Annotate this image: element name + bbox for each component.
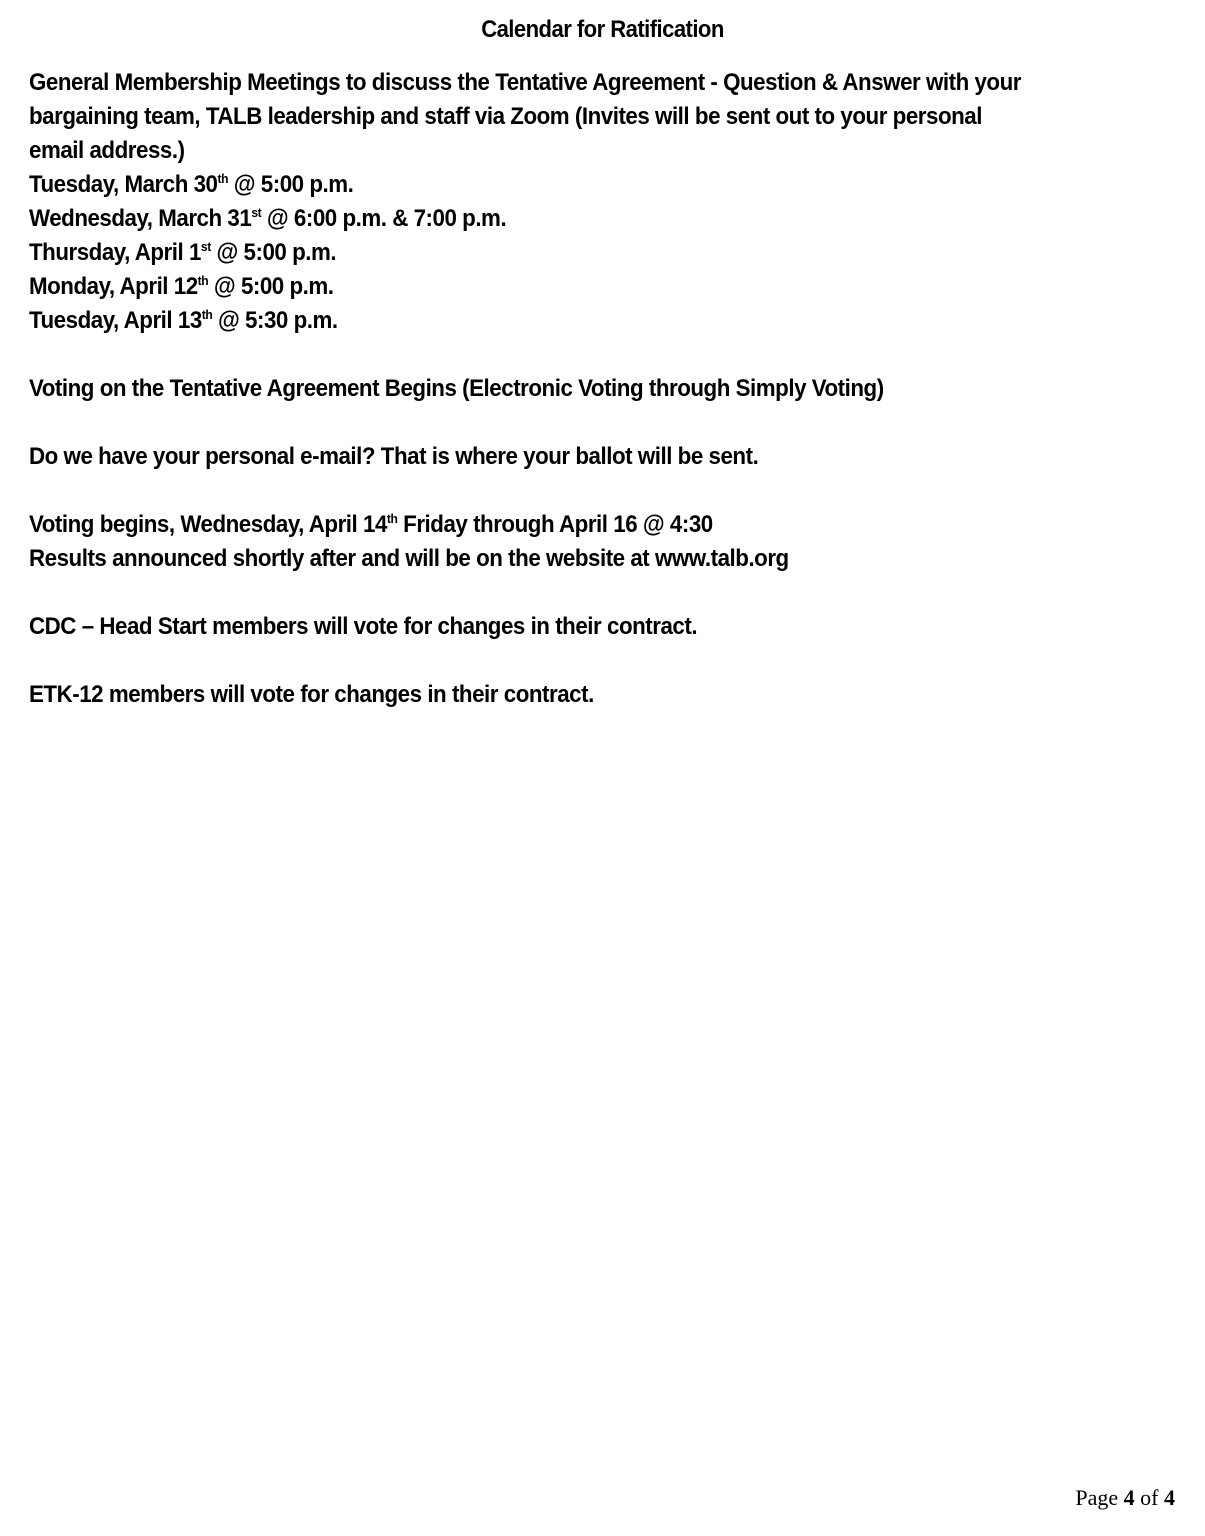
meeting-date: Thursday, April 1st @ 5:00 p.m. — [29, 239, 337, 266]
document-body — [29, 66, 1189, 712]
meeting-date: Tuesday, April 13th @ 5:30 p.m. — [29, 307, 338, 334]
intro-line-3: email address.) — [29, 137, 185, 164]
intro-line-2: bargaining team, TALB leadership and staff via Zoom (Invites will be sent out to your personal — [29, 103, 982, 130]
intro-line-1: General Membership Meetings to discuss the Tentative Agreement - Question & Answer with your — [29, 69, 1022, 96]
page-number: Page 4 of 4 — [1075, 1485, 1175, 1510]
meeting-date: Monday, April 12th @ 5:00 p.m. — [29, 273, 334, 300]
results-note: Results announced shortly after and will be on the website at www.talb.org — [29, 545, 789, 572]
meeting-date: Wednesday, March 31st @ 6:00 p.m. & 7:00 p.m. — [29, 205, 507, 232]
page-title: Calendar for Ratification — [481, 16, 724, 43]
cdc-note: CDC – Head Start members will vote for changes in their contract. — [29, 613, 698, 640]
etk-note: ETK-12 members will vote for changes in their contract. — [29, 681, 594, 708]
voting-dates: Voting begins, Wednesday, April 14th Friday through April 16 @ 4:30 — [29, 511, 713, 538]
email-question: Do we have your personal e-mail? That is where your ballot will be sent. — [29, 443, 759, 470]
meeting-date: Tuesday, March 30th @ 5:00 p.m. — [29, 171, 354, 198]
voting-heading: Voting on the Tentative Agreement Begins (Electronic Voting through Simply Voting) — [29, 375, 884, 402]
